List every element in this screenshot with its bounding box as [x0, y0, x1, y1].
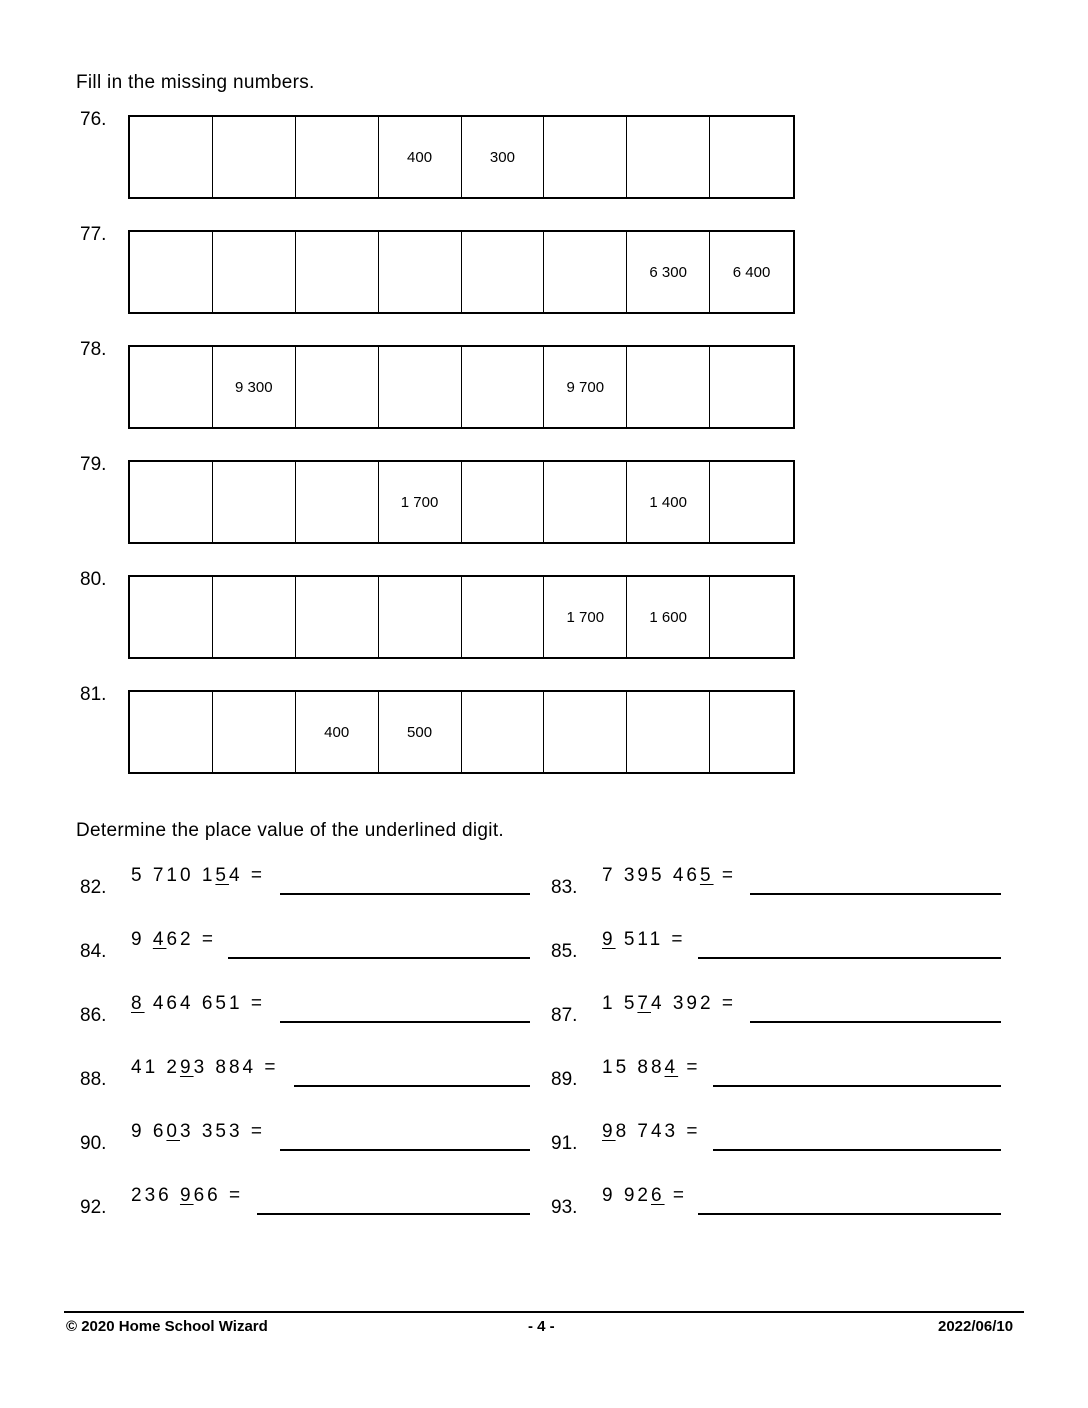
given-number-box: 1 700	[379, 462, 462, 542]
question-number: 84.	[80, 941, 107, 962]
answer-box[interactable]	[213, 232, 296, 312]
answer-box[interactable]	[627, 692, 710, 772]
answer-box[interactable]	[213, 117, 296, 197]
given-number-box: 1 700	[544, 577, 627, 657]
sequence-row	[80, 224, 800, 320]
question-number: 92.	[80, 1197, 107, 1218]
expression-prefix: 7 395 46	[602, 865, 700, 886]
answer-box[interactable]	[544, 117, 627, 197]
answer-box[interactable]	[213, 692, 296, 772]
underlined-digit: 7	[637, 993, 651, 1014]
expression-suffix: 511 =	[615, 929, 686, 950]
answer-box[interactable]	[130, 232, 213, 312]
answer-box[interactable]	[296, 347, 379, 427]
answer-line[interactable]	[280, 1149, 530, 1151]
number-expression	[131, 1185, 243, 1207]
answer-line[interactable]	[698, 1213, 1001, 1215]
sequence-row	[80, 339, 800, 435]
underlined-digit: 4	[664, 1057, 679, 1078]
given-number-box: 300	[462, 117, 545, 197]
expression-suffix: 4 392 =	[651, 993, 736, 1014]
answer-box[interactable]	[544, 692, 627, 772]
place-value-question	[80, 929, 530, 969]
answer-line[interactable]	[750, 893, 1001, 895]
number-expression	[131, 865, 265, 887]
sequence-row	[80, 454, 800, 550]
footer-divider	[64, 1311, 1024, 1313]
expression-suffix: =	[678, 1057, 701, 1078]
answer-box[interactable]	[462, 462, 545, 542]
answer-box[interactable]	[379, 577, 462, 657]
answer-box[interactable]	[710, 577, 793, 657]
given-number-box: 400	[296, 692, 379, 772]
place-value-question	[551, 929, 1001, 969]
place-value-question	[551, 1057, 1001, 1097]
answer-box[interactable]	[462, 692, 545, 772]
underlined-digit: 9	[602, 929, 616, 950]
answer-line[interactable]	[294, 1085, 530, 1087]
footer-date: 2022/06/10	[938, 1318, 1014, 1335]
question-number: 76.	[80, 109, 107, 130]
expression-suffix: 8 743 =	[615, 1121, 701, 1142]
number-expression	[131, 993, 265, 1015]
expression-suffix: =	[713, 865, 736, 886]
answer-box[interactable]	[710, 117, 793, 197]
question-number: 91.	[551, 1133, 578, 1154]
sequence-grid	[128, 575, 795, 659]
answer-box[interactable]	[130, 577, 213, 657]
answer-box[interactable]	[544, 232, 627, 312]
place-value-question	[80, 1121, 530, 1161]
underlined-digit: 4	[152, 929, 167, 950]
answer-line[interactable]	[257, 1213, 530, 1215]
answer-box[interactable]	[130, 462, 213, 542]
answer-box[interactable]	[627, 347, 710, 427]
place-value-question	[80, 865, 530, 905]
answer-box[interactable]	[296, 462, 379, 542]
question-number: 87.	[551, 1005, 578, 1026]
answer-box[interactable]	[710, 347, 793, 427]
sequence-row	[80, 684, 800, 780]
given-number-box: 6 400	[732, 263, 771, 281]
sequence-grid	[128, 345, 795, 429]
answer-box[interactable]	[544, 462, 627, 542]
expression-prefix: 5 710 1	[131, 865, 216, 886]
answer-box[interactable]	[130, 347, 213, 427]
answer-box[interactable]	[130, 692, 213, 772]
answer-box[interactable]	[379, 232, 462, 312]
question-number: 78.	[80, 339, 107, 360]
number-expression	[602, 993, 736, 1015]
answer-box[interactable]	[213, 577, 296, 657]
place-value-question	[80, 993, 530, 1033]
answer-line[interactable]	[713, 1149, 1001, 1151]
number-expression	[131, 1057, 278, 1079]
given-number-box: 500	[379, 692, 462, 772]
question-number: 93.	[551, 1197, 578, 1218]
underlined-digit: 0	[166, 1121, 180, 1142]
answer-line[interactable]	[280, 893, 530, 895]
given-number-box: 6 300	[627, 232, 710, 312]
question-number: 83.	[551, 877, 578, 898]
given-number-box: 400	[379, 117, 462, 197]
underlined-digit: 5	[699, 865, 714, 886]
answer-box[interactable]	[710, 692, 793, 772]
question-number: 89.	[551, 1069, 578, 1090]
number-expression	[602, 1057, 701, 1079]
place-value-question	[80, 1185, 530, 1225]
section1-heading: Fill in the missing numbers.	[76, 72, 315, 93]
section2-heading: Determine the place value of the underlined digit.	[76, 820, 504, 841]
question-number: 81.	[80, 684, 107, 705]
answer-box[interactable]	[296, 232, 379, 312]
expression-suffix: 3 884 =	[193, 1057, 279, 1078]
answer-box[interactable]	[710, 462, 793, 542]
question-number: 82.	[80, 877, 107, 898]
place-value-question	[551, 1121, 1001, 1161]
sequence-row	[80, 569, 800, 665]
answer-box[interactable]	[296, 117, 379, 197]
question-number: 79.	[80, 454, 107, 475]
expression-prefix: 41 2	[131, 1057, 180, 1078]
given-number-box: 1 400	[627, 462, 710, 542]
sequence-row	[80, 109, 800, 205]
answer-box[interactable]	[462, 347, 545, 427]
place-value-question	[551, 865, 1001, 905]
footer-copyright: © 2020 Home School Wizard	[66, 1318, 268, 1335]
answer-box[interactable]	[213, 462, 296, 542]
answer-line[interactable]	[698, 957, 1001, 959]
underlined-digit: 9	[179, 1057, 194, 1078]
number-expression	[131, 1121, 265, 1143]
answer-box[interactable]	[462, 232, 545, 312]
answer-line[interactable]	[750, 1021, 1001, 1023]
number-expression	[602, 1185, 687, 1207]
expression-suffix: 464 651 =	[144, 993, 265, 1014]
question-number: 90.	[80, 1133, 107, 1154]
answer-box[interactable]	[130, 117, 213, 197]
question-number: 77.	[80, 224, 107, 245]
answer-box[interactable]	[296, 577, 379, 657]
footer-page-number: - 4 -	[528, 1318, 555, 1335]
given-number-box: 9 300	[213, 347, 296, 427]
number-expression	[602, 929, 686, 951]
expression-suffix: 4 =	[228, 865, 265, 886]
place-value-question	[551, 993, 1001, 1033]
expression-suffix: =	[664, 1185, 687, 1206]
expression-suffix: 62 =	[166, 929, 216, 950]
answer-line[interactable]	[713, 1085, 1001, 1087]
answer-box[interactable]	[379, 347, 462, 427]
underlined-digit: 8	[131, 993, 145, 1014]
answer-line[interactable]	[228, 957, 530, 959]
sequence-grid	[128, 230, 795, 314]
underlined-digit: 9	[602, 1121, 616, 1142]
given-number-box: 1 600	[627, 577, 710, 657]
number-expression	[602, 865, 736, 887]
expression-prefix: 9 92	[602, 1185, 651, 1206]
answer-line[interactable]	[280, 1021, 530, 1023]
place-value-question	[551, 1185, 1001, 1225]
question-number: 80.	[80, 569, 107, 590]
given-number-box: 9 700	[544, 347, 627, 427]
question-number: 86.	[80, 1005, 107, 1026]
question-number: 88.	[80, 1069, 107, 1090]
expression-prefix: 15 88	[602, 1057, 665, 1078]
underlined-digit: 9	[179, 1185, 194, 1206]
sequence-grid	[128, 460, 795, 544]
place-value-question	[80, 1057, 530, 1097]
number-expression	[602, 1121, 701, 1143]
answer-box[interactable]	[462, 577, 545, 657]
expression-prefix: 9 6	[131, 1121, 167, 1142]
sequence-grid	[128, 115, 795, 199]
expression-suffix: 3 353 =	[180, 1121, 265, 1142]
expression-suffix: 66 =	[193, 1185, 244, 1206]
number-expression	[131, 929, 216, 951]
underlined-digit: 5	[215, 865, 229, 886]
expression-prefix: 1 5	[602, 993, 638, 1014]
sequence-grid	[128, 690, 795, 774]
expression-prefix: 9	[131, 929, 153, 950]
expression-prefix: 236	[131, 1185, 180, 1206]
question-number: 85.	[551, 941, 578, 962]
answer-box[interactable]	[627, 117, 710, 197]
underlined-digit: 6	[650, 1185, 665, 1206]
